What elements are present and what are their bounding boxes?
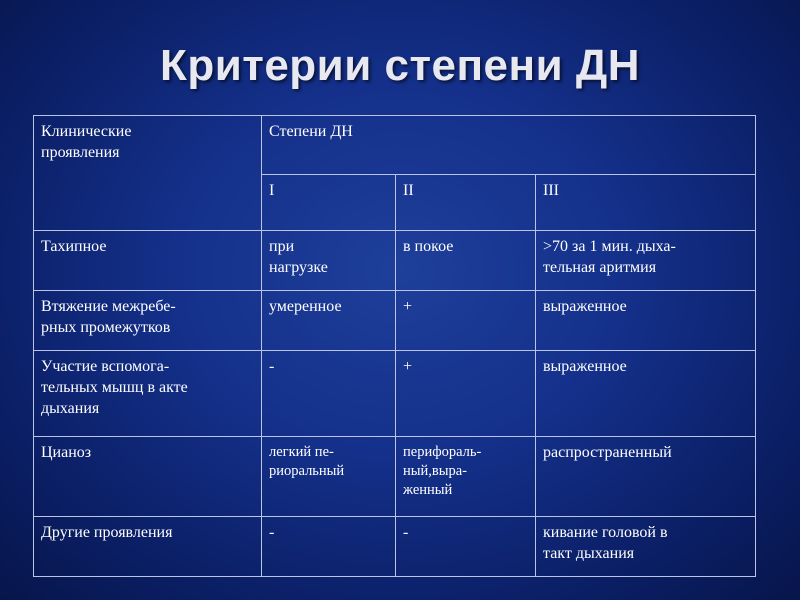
- header-row: [34, 116, 756, 175]
- row-label: Участие вспомога- тельных мышц в акте дыхания: [34, 351, 262, 437]
- table-row: [34, 291, 756, 351]
- row-label: Тахипное: [34, 231, 262, 291]
- row-degree-3: выраженное: [536, 351, 756, 437]
- header-degree-1: I: [262, 175, 396, 231]
- row-degree-3: выраженное: [536, 291, 756, 351]
- header-degree-2: II: [396, 175, 536, 231]
- header-degree-3: III: [536, 175, 756, 231]
- row-degree-3: >70 за 1 мин. дыха- тельная аритмия: [536, 231, 756, 291]
- slide-title: Критерии степени ДН: [159, 41, 640, 90]
- row-degree-3: распространенный: [536, 437, 756, 517]
- row-degree-1: легкий пе- риоральный: [262, 437, 396, 517]
- row-degree-1: при нагрузке: [262, 231, 396, 291]
- row-label: Цианоз: [34, 437, 262, 517]
- row-label: Другие проявления: [34, 517, 262, 577]
- row-degree-1: умеренное: [262, 291, 396, 351]
- table-row: [34, 517, 756, 577]
- criteria-table: [33, 115, 756, 577]
- table-row: [34, 351, 756, 437]
- row-degree-2: -: [396, 517, 536, 577]
- row-label: Втяжение межребе- рных промежутков: [34, 291, 262, 351]
- table-row: [34, 231, 756, 291]
- row-degree-1: -: [262, 517, 396, 577]
- row-degree-2: в покое: [396, 231, 536, 291]
- row-degree-2: +: [396, 351, 536, 437]
- header-degrees: Степени ДН: [262, 116, 756, 175]
- row-degree-3: кивание головой в такт дыхания: [536, 517, 756, 577]
- header-manifestations: Клинические проявления: [34, 116, 262, 231]
- row-degree-1: -: [262, 351, 396, 437]
- table-row: [34, 437, 756, 517]
- row-degree-2: перифораль- ный,выра- женный: [396, 437, 536, 517]
- row-degree-2: +: [396, 291, 536, 351]
